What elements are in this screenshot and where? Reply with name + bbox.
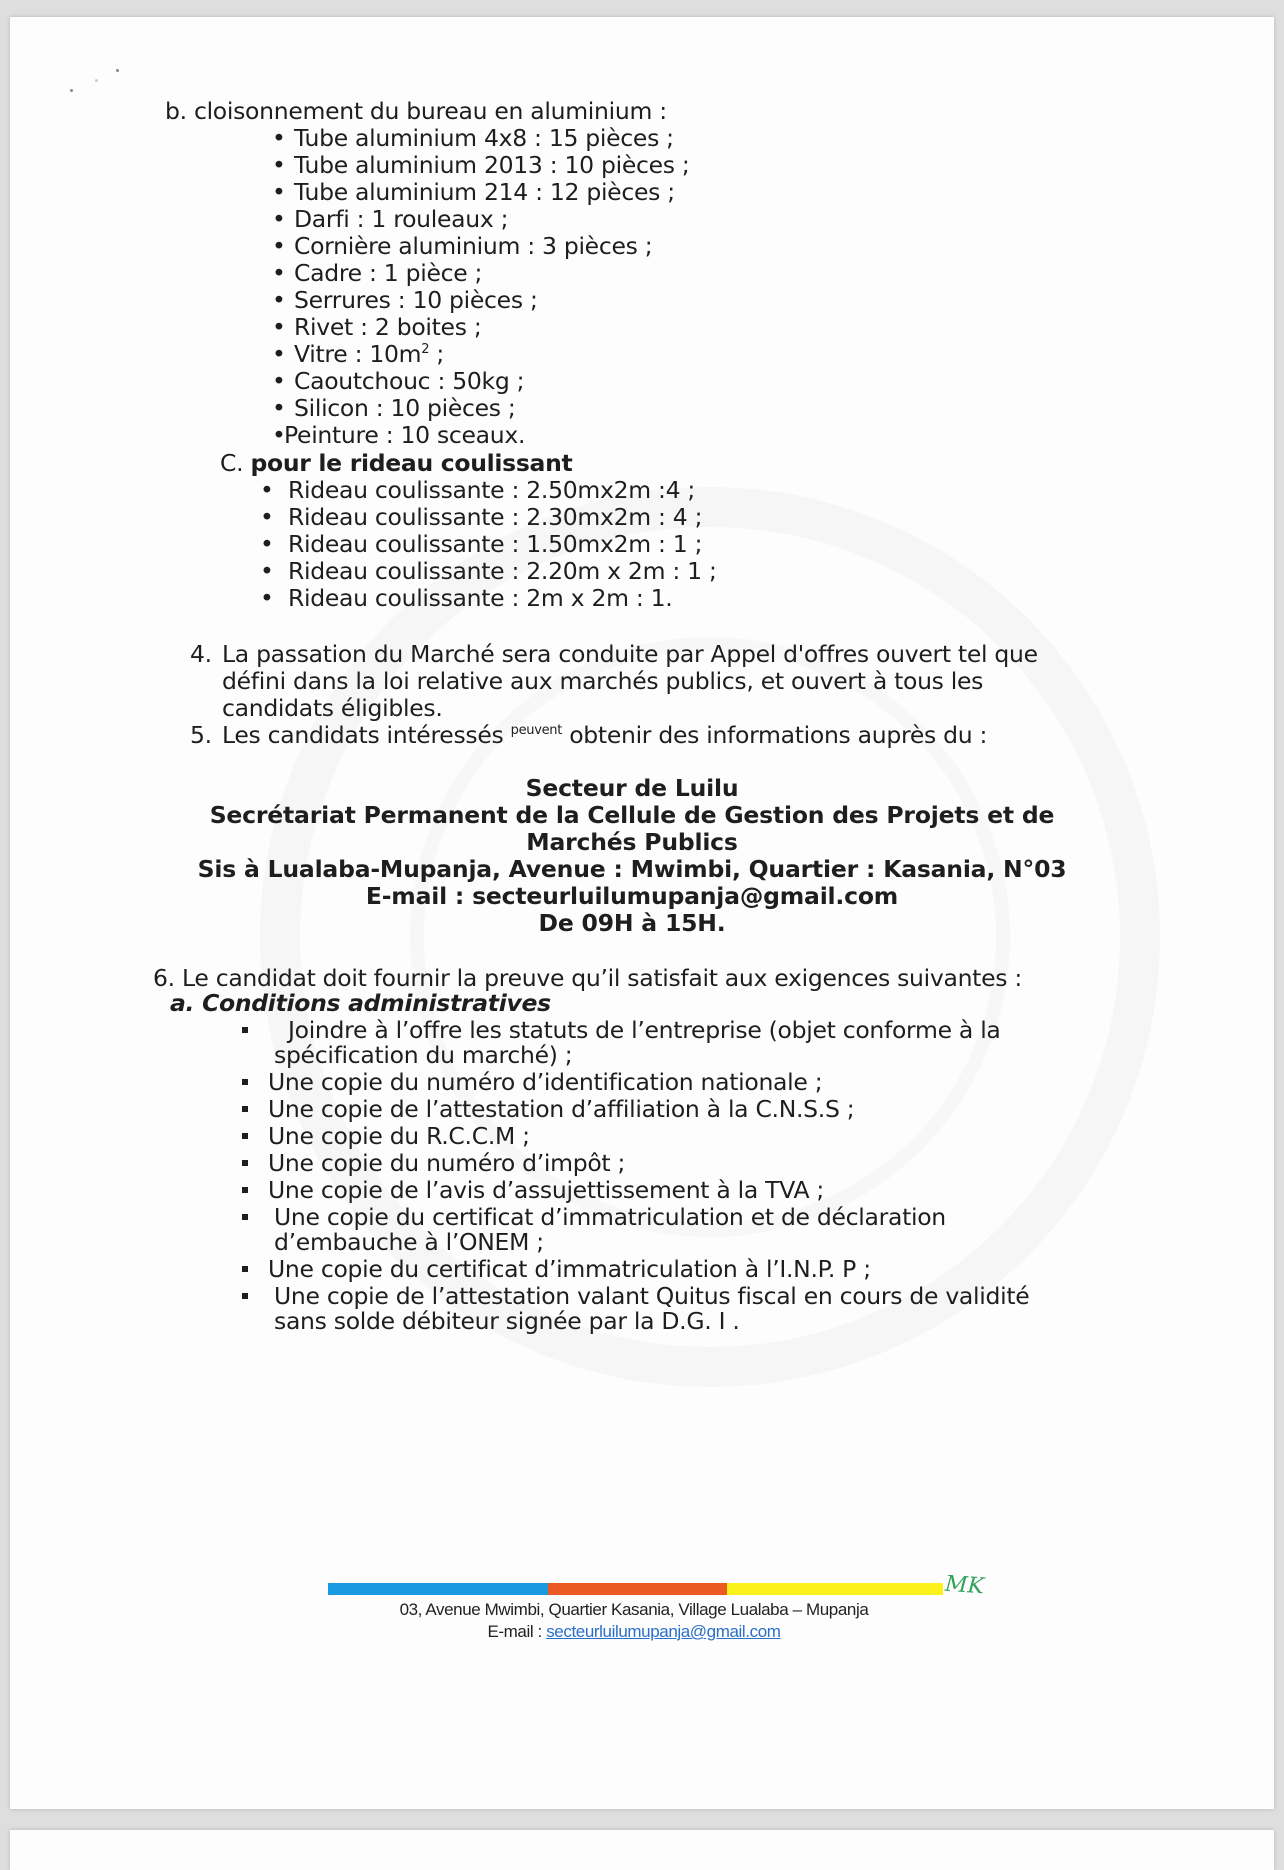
contact-hours: De 09H à 15H. xyxy=(538,909,726,937)
document-page: b. cloisonnement du bureau en aluminium : • Tube aluminium 4x8 : 15 pièces ; • Tube aluminium 2013 : 10 pièces ; • Tube aluminium 214 : 12 pièces ; • Darfi : 1 rouleaux ; • Cornière aluminium : 3 pièces ; • Cadre : 1 pièce ; • Serrures : 10 pièces ; • Rivet : 2 boites ; • Vitre : $10m^2$ ; • Caoutchouc : 50kg ; • Silicon : 10 pièces ; •Peinture : 10 sceaux. C. pour le rideau coulissant • Rideau coulissante : 2.50mx2m :4 ; • Rideau coulissante : 2.30mx2m : 4 ; • Rideau coulissante : 1.50mx2m : 1 ; • Rideau coulissante : 2.20m x 2m : 1 ; • Rideau coulissante : 2m x 2m : 1. 4. La passation du Marché sera conduite par Appel d'offres ouvert tel que défini dans la loi relative aux marchés publics, et ouvert à tous les candidats éligibles. 5. Les candidats intéressés $^{peuvent}$ obtenir des informations auprès du : Secteur de Luilu Secrétariat Permanent de la Cellule de Gestion des Projets et de Marchés Publics Sis à Lualaba-Mupanja, Avenue : Mwimbi, Quartier : Kasania, N°03 E-mail : secteurluilumupanja@gmail.com De 09H à 15H. 6. Le candidat doit fournir la preuve qu’il satisfait aux exigences suivantes : a. Conditions administratives Joindre à l’offre les statuts de l’entreprise (objet conforme à la spécification du marché) ; Une copie du numéro d’identification nationale ; Une copie de l’attestation d’affiliation à la C.N.S.S ; Une copie du R.C.C.M ; Une copie du numéro d’impôt ; Une copie de l’avis d’assujettissement à la TVA ; Une copie du certificat d’immatriculation et de déclaration d’embauche à l’ONEM ; Une copie du certificat d’immatriculation à l’I.N.P. P ; Une copie de l’attestation valant Quitus fiscal en cours de validité sans solde débiteur signée par la D.G. I . MK 03, Avenue Mwimbi, Quartier Kasania, Village Lualaba – Mupanja E-mail : secteurluilumupanja@gmail.com xyxy=(10,17,1274,1809)
bullet-icon: • xyxy=(272,124,286,152)
scan-specks xyxy=(70,67,140,97)
contact-secretariat: Secrétariat Permanent de la Cellule de Gestion des Projets et de xyxy=(209,801,1055,829)
list-item: • Tube aluminium 2013 : 10 pièces ; xyxy=(272,151,690,179)
list-item: • Caoutchouc : 50kg ; xyxy=(272,367,525,395)
list-item: •Peinture : 10 sceaux. xyxy=(272,421,526,449)
bullet-icon: • xyxy=(272,286,286,314)
list-item: Une copie du numéro d’identification nationale ; xyxy=(242,1068,822,1096)
bullet-icon: • xyxy=(272,394,286,422)
list-item: Une copie du certificat d’immatriculation à l’I.N.P. P ; xyxy=(242,1255,871,1283)
bullet-icon: • xyxy=(272,340,286,368)
contact-sector: Secteur de Luilu xyxy=(525,774,739,802)
footer-email-line: E-mail : secteurluilumupanja@gmail.com xyxy=(487,1622,781,1641)
list-item: Une copie de l’attestation d’affiliation à la C.N.S.S ; xyxy=(242,1095,854,1123)
footer-address: 03, Avenue Mwimbi, Quartier Kasania, Village Lualaba – Mupanja xyxy=(399,1600,869,1619)
bullet-icon: • xyxy=(272,367,286,395)
list-item: • Silicon : 10 pièces ; xyxy=(272,394,516,422)
list-item: • Serrures : 10 pièces ; xyxy=(272,286,538,314)
bullet-icon: • xyxy=(272,178,286,206)
handwritten-initials: MK xyxy=(944,1571,985,1600)
footer-email-link[interactable]: secteurluilumupanja@gmail.com xyxy=(546,1622,781,1641)
footer-bar-blue xyxy=(328,1583,548,1595)
bullet-icon: • xyxy=(272,151,286,179)
list-item: • Cornière aluminium : 3 pièces ; xyxy=(272,232,653,260)
list-item: • Tube aluminium 214 : 12 pièces ; xyxy=(272,178,675,206)
list-item: Une copie du numéro d’impôt ; xyxy=(242,1149,625,1177)
list-item: • Cadre : 1 pièce ; xyxy=(272,259,483,287)
footer-bar-orange xyxy=(548,1583,727,1595)
conditions-heading: a. Conditions administratives xyxy=(170,989,551,1017)
list-item: Une copie de l’avis d’assujettissement à la TVA ; xyxy=(242,1176,824,1204)
list-item: • Rivet : 2 boites ; xyxy=(272,313,482,341)
list-item: Une copie du R.C.C.M ; xyxy=(242,1122,530,1150)
bullet-icon: • xyxy=(260,503,274,531)
bullet-icon: • xyxy=(260,584,274,612)
bullet-icon: • xyxy=(272,421,286,449)
list-item: • Rideau coulissante : 2.20m x 2m : 1 ; xyxy=(260,557,717,585)
bullet-icon: • xyxy=(272,313,286,341)
contact-email: E-mail : secteurluilumupanja@gmail.com xyxy=(365,882,899,910)
bullet-icon: • xyxy=(272,205,286,233)
bullet-icon: • xyxy=(260,557,274,585)
footer-bar-yellow xyxy=(727,1583,943,1595)
list-item xyxy=(242,1203,268,1231)
bullet-icon: • xyxy=(272,232,286,260)
bullet-icon: • xyxy=(260,476,274,504)
section-b-heading: b. cloisonnement du bureau en aluminium : xyxy=(165,97,667,125)
list-item: • Vitre : $10m^2$ ; xyxy=(272,340,445,368)
list-item: • Rideau coulissante : 2m x 2m : 1. xyxy=(260,584,673,612)
list-item xyxy=(242,1282,268,1310)
next-page-edge xyxy=(10,1830,1274,1870)
list-item: • Rideau coulissante : 2.50mx2m :4 ; xyxy=(260,476,696,504)
bullet-icon: • xyxy=(260,530,274,558)
list-item: • Rideau coulissante : 1.50mx2m : 1 ; xyxy=(260,530,703,558)
list-item xyxy=(242,1016,268,1044)
list-item: • Darfi : 1 rouleaux ; xyxy=(272,205,509,233)
bullet-icon: • xyxy=(272,259,286,287)
section-c-heading: C. pour le rideau coulissant xyxy=(220,449,573,477)
list-item: • Tube aluminium 4x8 : 15 pièces ; xyxy=(272,124,674,152)
contact-address: Sis à Lualaba-Mupanja, Avenue : Mwimbi, Quartier : Kasania, N°03 xyxy=(197,855,1067,883)
list-item: • Rideau coulissante : 2.30mx2m : 4 ; xyxy=(260,503,703,531)
